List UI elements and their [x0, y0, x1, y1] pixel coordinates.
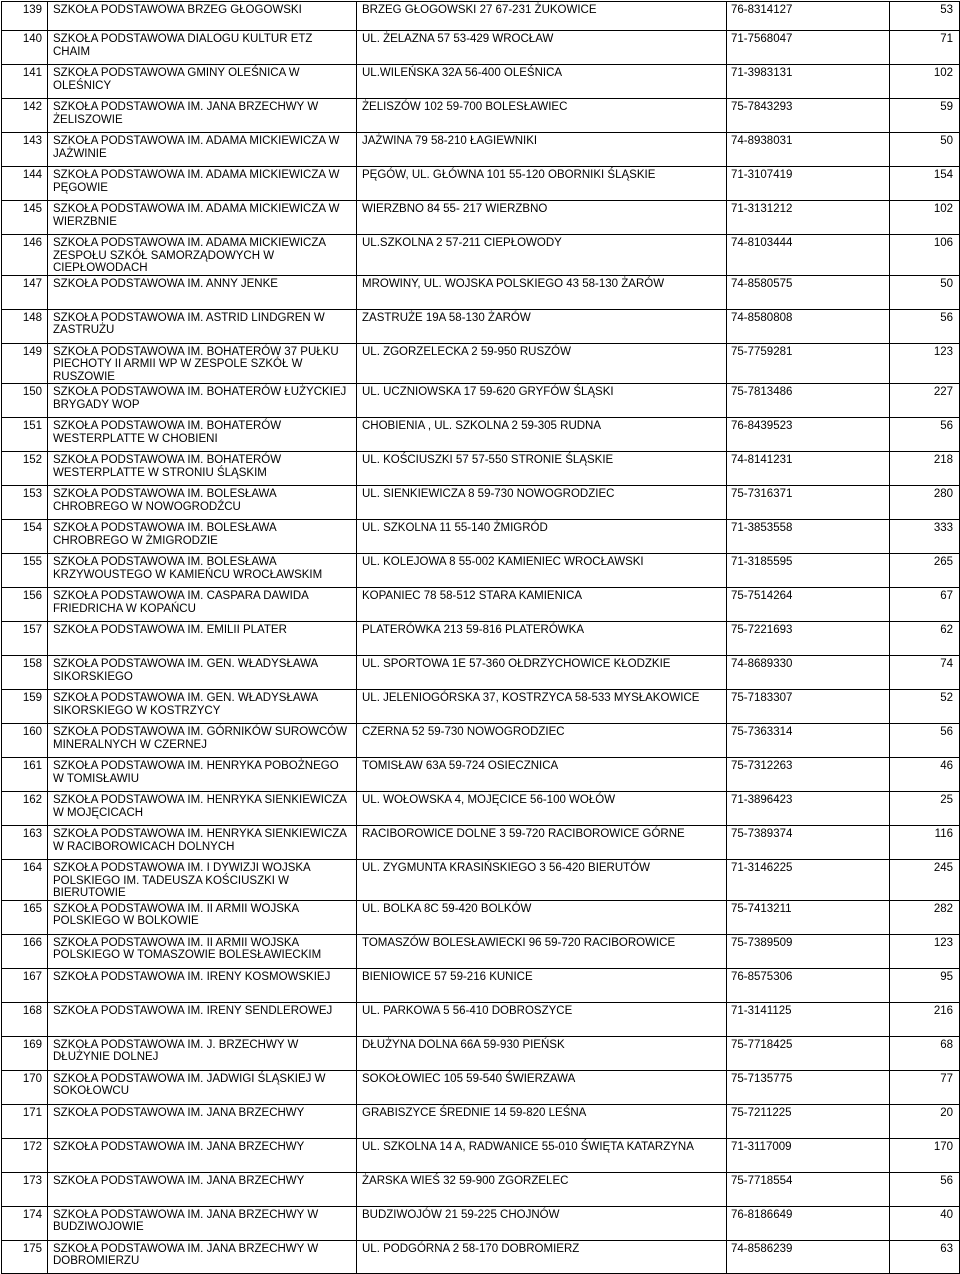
school-name: SZKOŁA PODSTAWOWA IM. GEN. WŁADYSŁAWA SIKORSKIEGO W KOSTRZYCY: [48, 690, 357, 724]
row-number: 155: [2, 554, 48, 588]
school-name: SZKOŁA PODSTAWOWA IM. JANA BRZECHWY: [48, 1138, 357, 1172]
row-number: 141: [2, 65, 48, 99]
row-number: 174: [2, 1206, 48, 1240]
school-phone: 75-7413211: [727, 900, 890, 934]
school-name: SZKOŁA PODSTAWOWA IM. JANA BRZECHWY: [48, 1172, 357, 1206]
school-address: UL. PODGÓRNA 2 58-170 DOBROMIERZ: [357, 1240, 727, 1273]
table-row: [2, 31, 960, 65]
row-number: 172: [2, 1138, 48, 1172]
table-row: [2, 65, 960, 99]
table-row: [2, 275, 960, 309]
school-name: SZKOŁA PODSTAWOWA IM. IRENY SENDLEROWEJ: [48, 1002, 357, 1036]
table-row: [2, 309, 960, 343]
row-number: 164: [2, 860, 48, 901]
school-address: UL. ZGORZELECKA 2 59-950 RUSZÓW: [357, 343, 727, 384]
school-name: SZKOŁA PODSTAWOWA IM. ADAMA MICKIEWICZA ZESPOŁU SZKÓŁ SAMORZĄDOWYCH W CIEPŁOWODACH: [48, 235, 357, 276]
school-phone: 75-7312263: [727, 758, 890, 792]
school-name: SZKOŁA PODSTAWOWA IM. ADAMA MICKIEWICZA W JAŻWINIE: [48, 133, 357, 167]
student-count: 50: [890, 133, 960, 167]
school-address: KOPANIEC 78 58-512 STARA KAMIENICA: [357, 588, 727, 622]
school-name: SZKOŁA PODSTAWOWA IM. JANA BRZECHWY: [48, 1104, 357, 1138]
school-address: UL. ZYGMUNTA KRASIŃSKIEGO 3 56-420 BIERUTÓW: [357, 860, 727, 901]
table-row: [2, 1206, 960, 1240]
row-number: 153: [2, 486, 48, 520]
school-name: SZKOŁA PODSTAWOWA IM. JANA BRZECHWY W BUDZIWOJOWIE: [48, 1206, 357, 1240]
school-phone: 75-7211225: [727, 1104, 890, 1138]
student-count: 116: [890, 826, 960, 860]
row-number: 156: [2, 588, 48, 622]
school-address: ŻARSKA WIEŚ 32 59-900 ZGORZELEC: [357, 1172, 727, 1206]
student-count: 56: [890, 418, 960, 452]
school-name: SZKOŁA PODSTAWOWA IM. JANA BRZECHWY W DOBROMIERZU: [48, 1240, 357, 1273]
student-count: 25: [890, 792, 960, 826]
school-name: SZKOŁA PODSTAWOWA IM. JANA BRZECHWY W ŻELISZOWIE: [48, 99, 357, 133]
student-count: 52: [890, 690, 960, 724]
school-phone: 71-3107419: [727, 167, 890, 201]
school-phone: 75-7389374: [727, 826, 890, 860]
school-address: PLATERÓWKA 213 59-816 PLATERÓWKA: [357, 622, 727, 656]
school-name: SZKOŁA PODSTAWOWA IM. JADWIGI ŚLĄSKIEJ W SOKOŁOWCU: [48, 1070, 357, 1104]
school-phone: 71-3185595: [727, 554, 890, 588]
school-phone: 75-7316371: [727, 486, 890, 520]
student-count: 154: [890, 167, 960, 201]
student-count: 74: [890, 656, 960, 690]
student-count: 218: [890, 452, 960, 486]
school-phone: 74-8689330: [727, 656, 890, 690]
table-row: [2, 99, 960, 133]
table-row: [2, 452, 960, 486]
row-number: 144: [2, 167, 48, 201]
row-number: 139: [2, 2, 48, 31]
row-number: 150: [2, 384, 48, 418]
student-count: 280: [890, 486, 960, 520]
school-phone: 71-3983131: [727, 65, 890, 99]
student-count: 265: [890, 554, 960, 588]
student-count: 170: [890, 1138, 960, 1172]
student-count: 56: [890, 1172, 960, 1206]
row-number: 169: [2, 1036, 48, 1070]
student-count: 50: [890, 275, 960, 309]
school-name: SZKOŁA PODSTAWOWA IM. HENRYKA SIENKIEWICZA W RACIBOROWICACH DOLNYCH: [48, 826, 357, 860]
table-row: [2, 934, 960, 968]
school-address: MROWINY, UL. WOJSKA POLSKIEGO 43 58-130 ŻARÓW: [357, 275, 727, 309]
row-number: 170: [2, 1070, 48, 1104]
schools-table: [1, 1, 960, 1274]
row-number: 149: [2, 343, 48, 384]
school-name: SZKOŁA PODSTAWOWA IM. ASTRID LINDGREN W ZASTRUŻU: [48, 309, 357, 343]
student-count: 77: [890, 1070, 960, 1104]
student-count: 227: [890, 384, 960, 418]
row-number: 143: [2, 133, 48, 167]
row-number: 154: [2, 520, 48, 554]
table-row: [2, 418, 960, 452]
row-number: 146: [2, 235, 48, 276]
table-row: [2, 1002, 960, 1036]
table-row: [2, 133, 960, 167]
school-address: UL.SZKOLNA 2 57-211 CIEPŁOWODY: [357, 235, 727, 276]
student-count: 282: [890, 900, 960, 934]
school-name: SZKOŁA PODSTAWOWA IM. BOLESŁAWA CHROBREGO W NOWOGRODŹCU: [48, 486, 357, 520]
school-phone: 75-7183307: [727, 690, 890, 724]
schools-table-body: [2, 2, 960, 1274]
school-address: BIENIOWICE 57 59-216 KUNICE: [357, 968, 727, 1002]
school-address: UL. SZKOLNA 11 55-140 ŻMIGRÓD: [357, 520, 727, 554]
school-phone: 74-8580575: [727, 275, 890, 309]
row-number: 145: [2, 201, 48, 235]
school-address: UL. KOLEJOWA 8 55-002 KAMIENIEC WROCŁAWSKI: [357, 554, 727, 588]
school-address: UL. PARKOWA 5 56-410 DOBROSZYCE: [357, 1002, 727, 1036]
table-row: [2, 167, 960, 201]
table-row: [2, 1104, 960, 1138]
table-row: [2, 860, 960, 901]
student-count: 40: [890, 1206, 960, 1240]
school-address: BUDZIWOJÓW 21 59-225 CHOJNÓW: [357, 1206, 727, 1240]
school-address: PĘGÓW, UL. GŁÓWNA 101 55-120 OBORNIKI ŚLĄSKIE: [357, 167, 727, 201]
student-count: 123: [890, 343, 960, 384]
school-name: SZKOŁA PODSTAWOWA IM. II ARMII WOJSKA POLSKIEGO W TOMASZOWIE BOLESŁAWIECKIM: [48, 934, 357, 968]
row-number: 142: [2, 99, 48, 133]
school-name: SZKOŁA PODSTAWOWA IM. BOLESŁAWA KRZYWOUSTEGO W KAMIEŃCU WROCŁAWSKIM: [48, 554, 357, 588]
school-phone: 74-8103444: [727, 235, 890, 276]
table-row: [2, 486, 960, 520]
school-phone: 75-7759281: [727, 343, 890, 384]
table-row: [2, 826, 960, 860]
school-address: UL.WILEŃSKA 32A 56-400 OLEŚNICA: [357, 65, 727, 99]
school-address: GRABISZYCE ŚREDNIE 14 59-820 LEŚNA: [357, 1104, 727, 1138]
school-address: UL. SZKOLNA 14 A, RADWANICE 55-010 ŚWIĘTA KATARZYNA: [357, 1138, 727, 1172]
table-row: [2, 2, 960, 31]
row-number: 168: [2, 1002, 48, 1036]
student-count: 216: [890, 1002, 960, 1036]
school-name: SZKOŁA PODSTAWOWA IM. I DYWIZJI WOJSKA POLSKIEGO IM. TADEUSZA KOŚCIUSZKI W BIERUTOWIE: [48, 860, 357, 901]
table-row: [2, 1240, 960, 1273]
student-count: 102: [890, 201, 960, 235]
row-number: 166: [2, 934, 48, 968]
row-number: 147: [2, 275, 48, 309]
table-row: [2, 235, 960, 276]
row-number: 163: [2, 826, 48, 860]
school-address: TOMISŁAW 63A 59-724 OSIECZNICA: [357, 758, 727, 792]
student-count: 106: [890, 235, 960, 276]
school-address: UL. KOŚCIUSZKI 57 57-550 STRONIE ŚLĄSKIE: [357, 452, 727, 486]
school-name: SZKOŁA PODSTAWOWA GMINY OLEŚNICA W OLEŚNICY: [48, 65, 357, 99]
table-row: [2, 1138, 960, 1172]
school-name: SZKOŁA PODSTAWOWA IM. J. BRZECHWY W DŁUŻYNIE DOLNEJ: [48, 1036, 357, 1070]
row-number: 161: [2, 758, 48, 792]
school-name: SZKOŁA PODSTAWOWA IM. BOHATERÓW WESTERPLATTE W STRONIU ŚLĄSKIM: [48, 452, 357, 486]
school-phone: 75-7843293: [727, 99, 890, 133]
table-row: [2, 724, 960, 758]
school-address: SOKOŁOWIEC 105 59-540 ŚWIERZAWA: [357, 1070, 727, 1104]
row-number: 175: [2, 1240, 48, 1273]
student-count: 245: [890, 860, 960, 901]
school-name: SZKOŁA PODSTAWOWA IM. HENRYKA SIENKIEWICZA W MOJĘCICACH: [48, 792, 357, 826]
school-name: SZKOŁA PODSTAWOWA IM. BOHATERÓW 37 PUŁKU PIECHOTY II ARMII WP W ZESPOLE SZKÓŁ W RUSZOWIE: [48, 343, 357, 384]
school-phone: 71-3141125: [727, 1002, 890, 1036]
table-row: [2, 588, 960, 622]
school-phone: 74-8580808: [727, 309, 890, 343]
school-phone: 75-7363314: [727, 724, 890, 758]
row-number: 167: [2, 968, 48, 1002]
school-address: WIERZBNO 84 55- 217 WIERZBNO: [357, 201, 727, 235]
school-phone: 74-8141231: [727, 452, 890, 486]
student-count: 95: [890, 968, 960, 1002]
school-address: UL. JELENIOGÓRSKA 37, KOSTRZYCA 58-533 MYSŁAKOWICE: [357, 690, 727, 724]
school-phone: 75-7514264: [727, 588, 890, 622]
school-address: CZERNA 52 59-730 NOWOGRODZIEC: [357, 724, 727, 758]
row-number: 159: [2, 690, 48, 724]
table-row: [2, 343, 960, 384]
school-phone: 75-7718554: [727, 1172, 890, 1206]
school-phone: 76-8575306: [727, 968, 890, 1002]
student-count: 63: [890, 1240, 960, 1273]
school-phone: 71-3853558: [727, 520, 890, 554]
school-phone: 75-7221693: [727, 622, 890, 656]
table-row: [2, 520, 960, 554]
school-address: UL. UCZNIOWSKA 17 59-620 GRYFÓW ŚLĄSKI: [357, 384, 727, 418]
school-phone: 76-8186649: [727, 1206, 890, 1240]
student-count: 333: [890, 520, 960, 554]
row-number: 158: [2, 656, 48, 690]
school-phone: 75-7135775: [727, 1070, 890, 1104]
school-name: SZKOŁA PODSTAWOWA IM. GEN. WŁADYSŁAWA SIKORSKIEGO: [48, 656, 357, 690]
row-number: 157: [2, 622, 48, 656]
school-address: TOMASZÓW BOLESŁAWIECKI 96 59-720 RACIBOROWICE: [357, 934, 727, 968]
school-name: SZKOŁA PODSTAWOWA IM. EMILII PLATER: [48, 622, 357, 656]
student-count: 68: [890, 1036, 960, 1070]
school-name: SZKOŁA PODSTAWOWA IM. BOLESŁAWA CHROBREGO W ŻMIGRODZIE: [48, 520, 357, 554]
school-address: CHOBIENIA , UL. SZKOLNA 2 59-305 RUDNA: [357, 418, 727, 452]
row-number: 171: [2, 1104, 48, 1138]
student-count: 62: [890, 622, 960, 656]
student-count: 71: [890, 31, 960, 65]
school-phone: 76-8314127: [727, 2, 890, 31]
school-name: SZKOŁA PODSTAWOWA IM. ANNY JENKE: [48, 275, 357, 309]
school-address: JAŻWINA 79 58-210 ŁAGIEWNIKI: [357, 133, 727, 167]
table-row: [2, 900, 960, 934]
table-row: [2, 758, 960, 792]
school-name: SZKOŁA PODSTAWOWA IM. CASPARA DAWIDA FRIEDRICHA W KOPAŃCU: [48, 588, 357, 622]
school-address: UL. SPORTOWA 1E 57-360 OŁDRZYCHOWICE KŁODZKIE: [357, 656, 727, 690]
school-phone: 76-8439523: [727, 418, 890, 452]
school-phone: 71-3131212: [727, 201, 890, 235]
row-number: 148: [2, 309, 48, 343]
table-row: [2, 384, 960, 418]
school-phone: 74-8938031: [727, 133, 890, 167]
school-phone: 74-8586239: [727, 1240, 890, 1273]
row-number: 160: [2, 724, 48, 758]
school-address: UL. BOLKA 8C 59-420 BOLKÓW: [357, 900, 727, 934]
table-row: [2, 1172, 960, 1206]
table-row: [2, 968, 960, 1002]
school-phone: 71-3146225: [727, 860, 890, 901]
school-name: SZKOŁA PODSTAWOWA IM. ADAMA MICKIEWICZA W PĘGOWIE: [48, 167, 357, 201]
school-name: SZKOŁA PODSTAWOWA IM. II ARMII WOJSKA POLSKIEGO W BOLKOWIE: [48, 900, 357, 934]
student-count: 56: [890, 309, 960, 343]
student-count: 53: [890, 2, 960, 31]
school-address: UL. WOŁOWSKA 4, MOJĘCICE 56-100 WOŁÓW: [357, 792, 727, 826]
table-row: [2, 1036, 960, 1070]
student-count: 123: [890, 934, 960, 968]
school-phone: 75-7718425: [727, 1036, 890, 1070]
school-address: RACIBOROWICE DOLNE 3 59-720 RACIBOROWICE GÓRNE: [357, 826, 727, 860]
table-row: [2, 622, 960, 656]
school-phone: 75-7389509: [727, 934, 890, 968]
student-count: 102: [890, 65, 960, 99]
school-address: BRZEG GŁOGOWSKI 27 67-231 ŻUKOWICE: [357, 2, 727, 31]
school-address: ŻELISZÓW 102 59-700 BOLESŁAWIEC: [357, 99, 727, 133]
school-phone: 71-3896423: [727, 792, 890, 826]
student-count: 67: [890, 588, 960, 622]
table-row: [2, 554, 960, 588]
school-name: SZKOŁA PODSTAWOWA BRZEG GŁOGOWSKI: [48, 2, 357, 31]
row-number: 140: [2, 31, 48, 65]
table-row: [2, 792, 960, 826]
school-phone: 71-7568047: [727, 31, 890, 65]
table-row: [2, 201, 960, 235]
table-row: [2, 656, 960, 690]
school-address: DŁUŻYNA DOLNA 66A 59-930 PIEŃSK: [357, 1036, 727, 1070]
school-name: SZKOŁA PODSTAWOWA IM. IRENY KOSMOWSKIEJ: [48, 968, 357, 1002]
table-row: [2, 690, 960, 724]
school-name: SZKOŁA PODSTAWOWA IM. BOHATERÓW WESTERPLATTE W CHOBIENI: [48, 418, 357, 452]
school-phone: 75-7813486: [727, 384, 890, 418]
school-address: UL. SIENKIEWICZA 8 59-730 NOWOGRODZIEC: [357, 486, 727, 520]
row-number: 152: [2, 452, 48, 486]
row-number: 162: [2, 792, 48, 826]
table-row: [2, 1070, 960, 1104]
student-count: 46: [890, 758, 960, 792]
row-number: 173: [2, 1172, 48, 1206]
school-name: SZKOŁA PODSTAWOWA IM. GÓRNIKÓW SUROWCÓW MINERALNYCH W CZERNEJ: [48, 724, 357, 758]
school-name: SZKOŁA PODSTAWOWA IM. ADAMA MICKIEWICZA W WIERZBNIE: [48, 201, 357, 235]
school-name: SZKOŁA PODSTAWOWA DIALOGU KULTUR ETZ CHAIM: [48, 31, 357, 65]
school-name: SZKOŁA PODSTAWOWA IM. BOHATERÓW ŁUŻYCKIEJ BRYGADY WOP: [48, 384, 357, 418]
student-count: 56: [890, 724, 960, 758]
school-phone: 71-3117009: [727, 1138, 890, 1172]
row-number: 165: [2, 900, 48, 934]
school-name: SZKOŁA PODSTAWOWA IM. HENRYKA POBOŻNEGO W TOMISŁAWIU: [48, 758, 357, 792]
school-address: ZASTRUŻE 19A 58-130 ŻARÓW: [357, 309, 727, 343]
school-address: UL. ŻELAZNA 57 53-429 WROCŁAW: [357, 31, 727, 65]
row-number: 151: [2, 418, 48, 452]
student-count: 59: [890, 99, 960, 133]
student-count: 20: [890, 1104, 960, 1138]
